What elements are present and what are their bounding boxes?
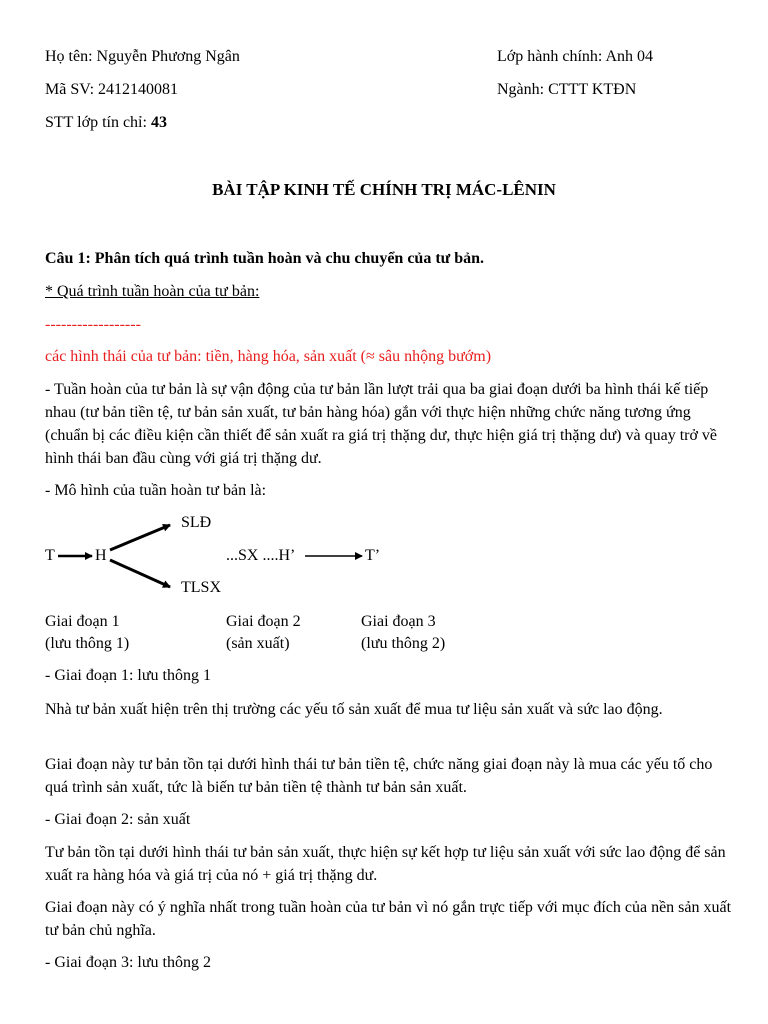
diagram-t-prime: T’ [365, 547, 381, 564]
student-id-label: Mã SV: [45, 81, 95, 98]
diagram-sld: SLĐ [181, 514, 212, 531]
definition-paragraph: - Tuần hoàn của tư bản là sự vận động của tư bản lần lượt trải qua ba giai đoạn dưới ba hình thái kế tiếp nhau (tư bản tiền tệ, tư bản sản xuất, tư bản hàng hóa) gắn với thực hiện những chức năng tương ứng (chuẩn bị các điều kiện cần thiết để sản xuất ra giá trị thặng dư, thực hiện giá trị thặng dư) và quay trở về hình thái ban đầu cùng với giá trị thặng dư. [45, 381, 718, 467]
section-heading: * Quá trình tuần hoàn của tư bản: [45, 283, 260, 300]
diagram-t: T [45, 547, 55, 564]
stt-value: 43 [150, 114, 167, 131]
document-title: BÀI TẬP KINH TẾ CHÍNH TRỊ MÁC-LÊNIN [212, 180, 556, 199]
model-intro: - Mô hình của tuần hoàn tư bản là: [45, 482, 267, 499]
stage-1-name: Giai đoạn 1 [45, 613, 120, 630]
class-value: Anh 04 [605, 48, 654, 65]
arrow-h-to-tlsx [110, 560, 170, 587]
red-note: các hình thái của tư bản: tiền, hàng hóa, sản xuất (≈ sâu nhộng bướm) [45, 348, 492, 365]
name-value: Nguyễn Phương Ngân [96, 48, 240, 65]
stt-label: STT lớp tín chỉ: [45, 114, 147, 131]
class-label: Lớp hành chính: [497, 48, 603, 65]
question-heading: Câu 1: Phân tích quá trình tuần hoàn và chu chuyển của tư bản. [45, 250, 485, 267]
arrow-h-to-sld [110, 525, 170, 550]
name-label: Họ tên: [45, 48, 93, 65]
diagram-h: H [95, 547, 107, 564]
major-label: Ngành: [497, 81, 545, 98]
stage-2-desc: (sản xuất) [226, 635, 290, 652]
stage-2-paragraph-2: Giai đoạn này có ý nghĩa nhất trong tuần hoàn của tư bản vì nó gắn trực tiếp với mục đích của nền sản xuất tư bản chủ nghĩa. [45, 899, 732, 939]
stage-2-heading: - Giai đoạn 2: sản xuất [45, 811, 191, 828]
stage-2-name: Giai đoạn 2 [226, 613, 301, 630]
red-dashes: ------------------ [45, 316, 141, 333]
stage-1-desc: (lưu thông 1) [45, 635, 130, 652]
stage-1-paragraph-1: Nhà tư bản xuất hiện trên thị trường các yếu tố sản xuất để mua tư liệu sản xuất và sức lao động. [45, 701, 663, 718]
diagram-sx-h: ...SX ....H’ [226, 547, 296, 564]
diagram-tlsx: TLSX [181, 579, 221, 596]
stage-2-paragraph-1: Tư bản tồn tại dưới hình thái tư bản sản xuất, thực hiện sự kết hợp tư liệu sản xuất với sức lao động để sản xuất ra hàng hóa và giá trị của nó + giá trị thặng dư. [45, 844, 726, 884]
stage-1-paragraph-2: Giai đoạn này tư bản tồn tại dưới hình thái tư bản tiền tệ, chức năng giai đoạn này là mua các yếu tố cho quá trình sản xuất, tức là biến tư bản tiền tệ thành tư bản sản xuất. [45, 756, 713, 796]
stage-3-heading: - Giai đoạn 3: lưu thông 2 [45, 954, 211, 971]
stage-3-desc: (lưu thông 2) [361, 635, 446, 652]
stage-3-name: Giai đoạn 3 [361, 613, 436, 630]
major-value: CTTT KTĐN [548, 81, 637, 98]
student-id-value: 2412140081 [98, 81, 179, 98]
stage-1-heading: - Giai đoạn 1: lưu thông 1 [45, 667, 211, 684]
